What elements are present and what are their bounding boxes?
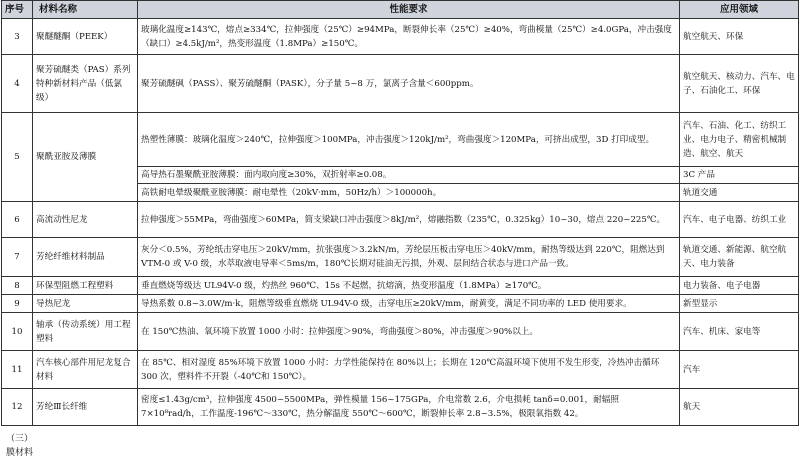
table-row [2, 55, 799, 113]
row-application: 汽车、石油、化工、纺织工业、电力电子、精密机械制造、航空、航天 [680, 113, 799, 167]
row-material: 轴承（传动系统）用工程塑料 [33, 313, 138, 351]
row-no: 12 [2, 389, 33, 426]
row-material: 高流动性尼龙 [33, 202, 138, 238]
table-row [2, 389, 799, 426]
row-application: 3C 产品 [680, 167, 799, 184]
header-performance: 性能要求 [138, 1, 680, 19]
row-performance: 聚芳硫醚砜（PASS）、聚芳硫醚酮（PASK），分子量 5~8 万，氯离子含量＜600ppm。 [138, 55, 680, 113]
header-material-name: 材料名称 [33, 1, 138, 19]
row-no: 4 [2, 55, 33, 113]
row-performance: 在 150℃热油、氧环境下放置 1000 小时：拉伸强度＞90%，弯曲强度＞80%，冲击强度＞90%以上。 [138, 313, 680, 351]
row-application: 轨道交通 [680, 184, 799, 202]
row-performance: 玻璃化温度≥143℃，熔点≥334℃，拉伸强度（25℃）≥94MPa，断裂伸长率（25℃）≥40%，弯曲模量（25℃）≥4.0GPa，冲击强度（缺口）≥4.5kJ/m²，热变形温度（1.8MPa）≥150℃。 [138, 19, 680, 55]
table-row [2, 351, 799, 389]
table-row [2, 238, 799, 277]
row-material: 环保型阻燃工程塑料 [33, 277, 138, 295]
table-header-row [2, 1, 799, 19]
table-row [2, 113, 799, 167]
row-material: 聚酰亚胺及薄膜 [33, 113, 138, 202]
row-performance: 高铁耐电晕级聚酰亚胺薄膜：耐电晕性（20kV·mm，50Hz/h）＞100000h。 [138, 184, 680, 202]
row-application: 航天 [680, 389, 799, 426]
row-performance: 拉伸强度＞55MPa，弯曲强度＞60MPa，简支梁缺口冲击强度＞8kJ/m²，熔融指数（235℃，0.325kg）10~30，熔点 220~225℃。 [138, 202, 680, 238]
row-material: 聚醚醚酮（PEEK） [33, 19, 138, 55]
section-heading [6, 432, 33, 446]
row-material: 聚芳硫醚类（PAS）系列特种新材料产品（低氯级） [33, 55, 138, 113]
row-application: 电力装备、电子电器 [680, 277, 799, 295]
row-performance: 灰分＜0.5%，芳纶纸击穿电压＞20kV/mm，抗张强度＞3.2kN/m，芳纶层压板击穿电压＞40kV/mm，耐热等级达到 220℃，阻燃达到 VTM-0 或 V-0 级，水萃取液电导率＜5ms/m，180℃长期对硅油无污损，外观、层间结合状态与进口产品一致。 [138, 238, 680, 277]
materials-table [1, 0, 799, 426]
table-row [2, 19, 799, 55]
header-application: 应用领域 [680, 1, 799, 19]
row-application: 汽车、电子电器、纺织工业 [680, 202, 799, 238]
row-no: 11 [2, 351, 33, 389]
row-no: 8 [2, 277, 33, 295]
table-row [2, 313, 799, 351]
row-performance: 在 85℃、相对湿度 85%环境下放置 1000 小时：力学性能保持在 80%以上；长期在 120℃高温环境下使用不发生形变，冷热冲击循环 300 次，塑料件不开裂（-40℃和 150℃）。 [138, 351, 680, 389]
row-application: 轨道交通、新能源、航空航天、电力装备 [680, 238, 799, 277]
row-material: 汽车核心部件用尼龙复合材料 [33, 351, 138, 389]
section-title-text: 膜材料 [6, 448, 34, 458]
row-performance: 高导热石墨聚酰亚胺薄膜：面内取向度≥30%，双折射率≥0.08。 [138, 167, 680, 184]
row-no: 10 [2, 313, 33, 351]
row-performance: 垂直燃烧等级达 UL94V-0 级，灼热丝 960℃、15s 不起燃，抗熔滴，热变形温度（1.8MPa）≥170℃。 [138, 277, 680, 295]
table-row [2, 277, 799, 295]
row-no: 5 [2, 113, 33, 202]
row-application: 汽车 [680, 351, 799, 389]
row-no: 6 [2, 202, 33, 238]
row-application: 汽车、机床、家电等 [680, 313, 799, 351]
header-no: 序号 [2, 1, 33, 19]
table-row [2, 295, 799, 313]
table-row [2, 202, 799, 238]
row-performance: 密度≤1.43g/cm³，拉伸强度 4500~5500MPa，弹性模量 156~175GPa，介电常数 2.6，介电损耗 tanδ=0.001，耐辐照 7×10⁸rad/h，工作温度-196℃～330℃，热分解温度 550℃～600℃，断裂伸长率 2.8~3.5%，极限氧指数 42。 [138, 389, 680, 426]
row-application: 航空航天、核动力、汽车、电子、石油化工、环保 [680, 55, 799, 113]
row-performance: 导热系数 0.8~3.0W/m·k，阻燃等级垂直燃烧 UL94V-0 级，击穿电压≥20kV/mm，耐黄变，满足不同功率的 LED 使用要求。 [138, 295, 680, 313]
row-material: 导热尼龙 [33, 295, 138, 313]
row-application: 新型显示 [680, 295, 799, 313]
row-no: 7 [2, 238, 33, 277]
row-material: 芳纶Ⅲ长纤维 [33, 389, 138, 426]
row-material: 芳纶纤维材料制品 [33, 238, 138, 277]
row-application: 航空航天、环保 [680, 19, 799, 55]
row-no: 3 [2, 19, 33, 55]
section-number: （三） [6, 434, 34, 444]
section-title [6, 446, 33, 460]
row-no: 9 [2, 295, 33, 313]
row-performance: 热塑性薄膜：玻璃化温度＞240℃，拉伸强度＞100MPa，冲击强度＞120kJ/m²，弯曲强度＞120MPa，可挤出成型，3D 打印成型。 [138, 113, 680, 167]
